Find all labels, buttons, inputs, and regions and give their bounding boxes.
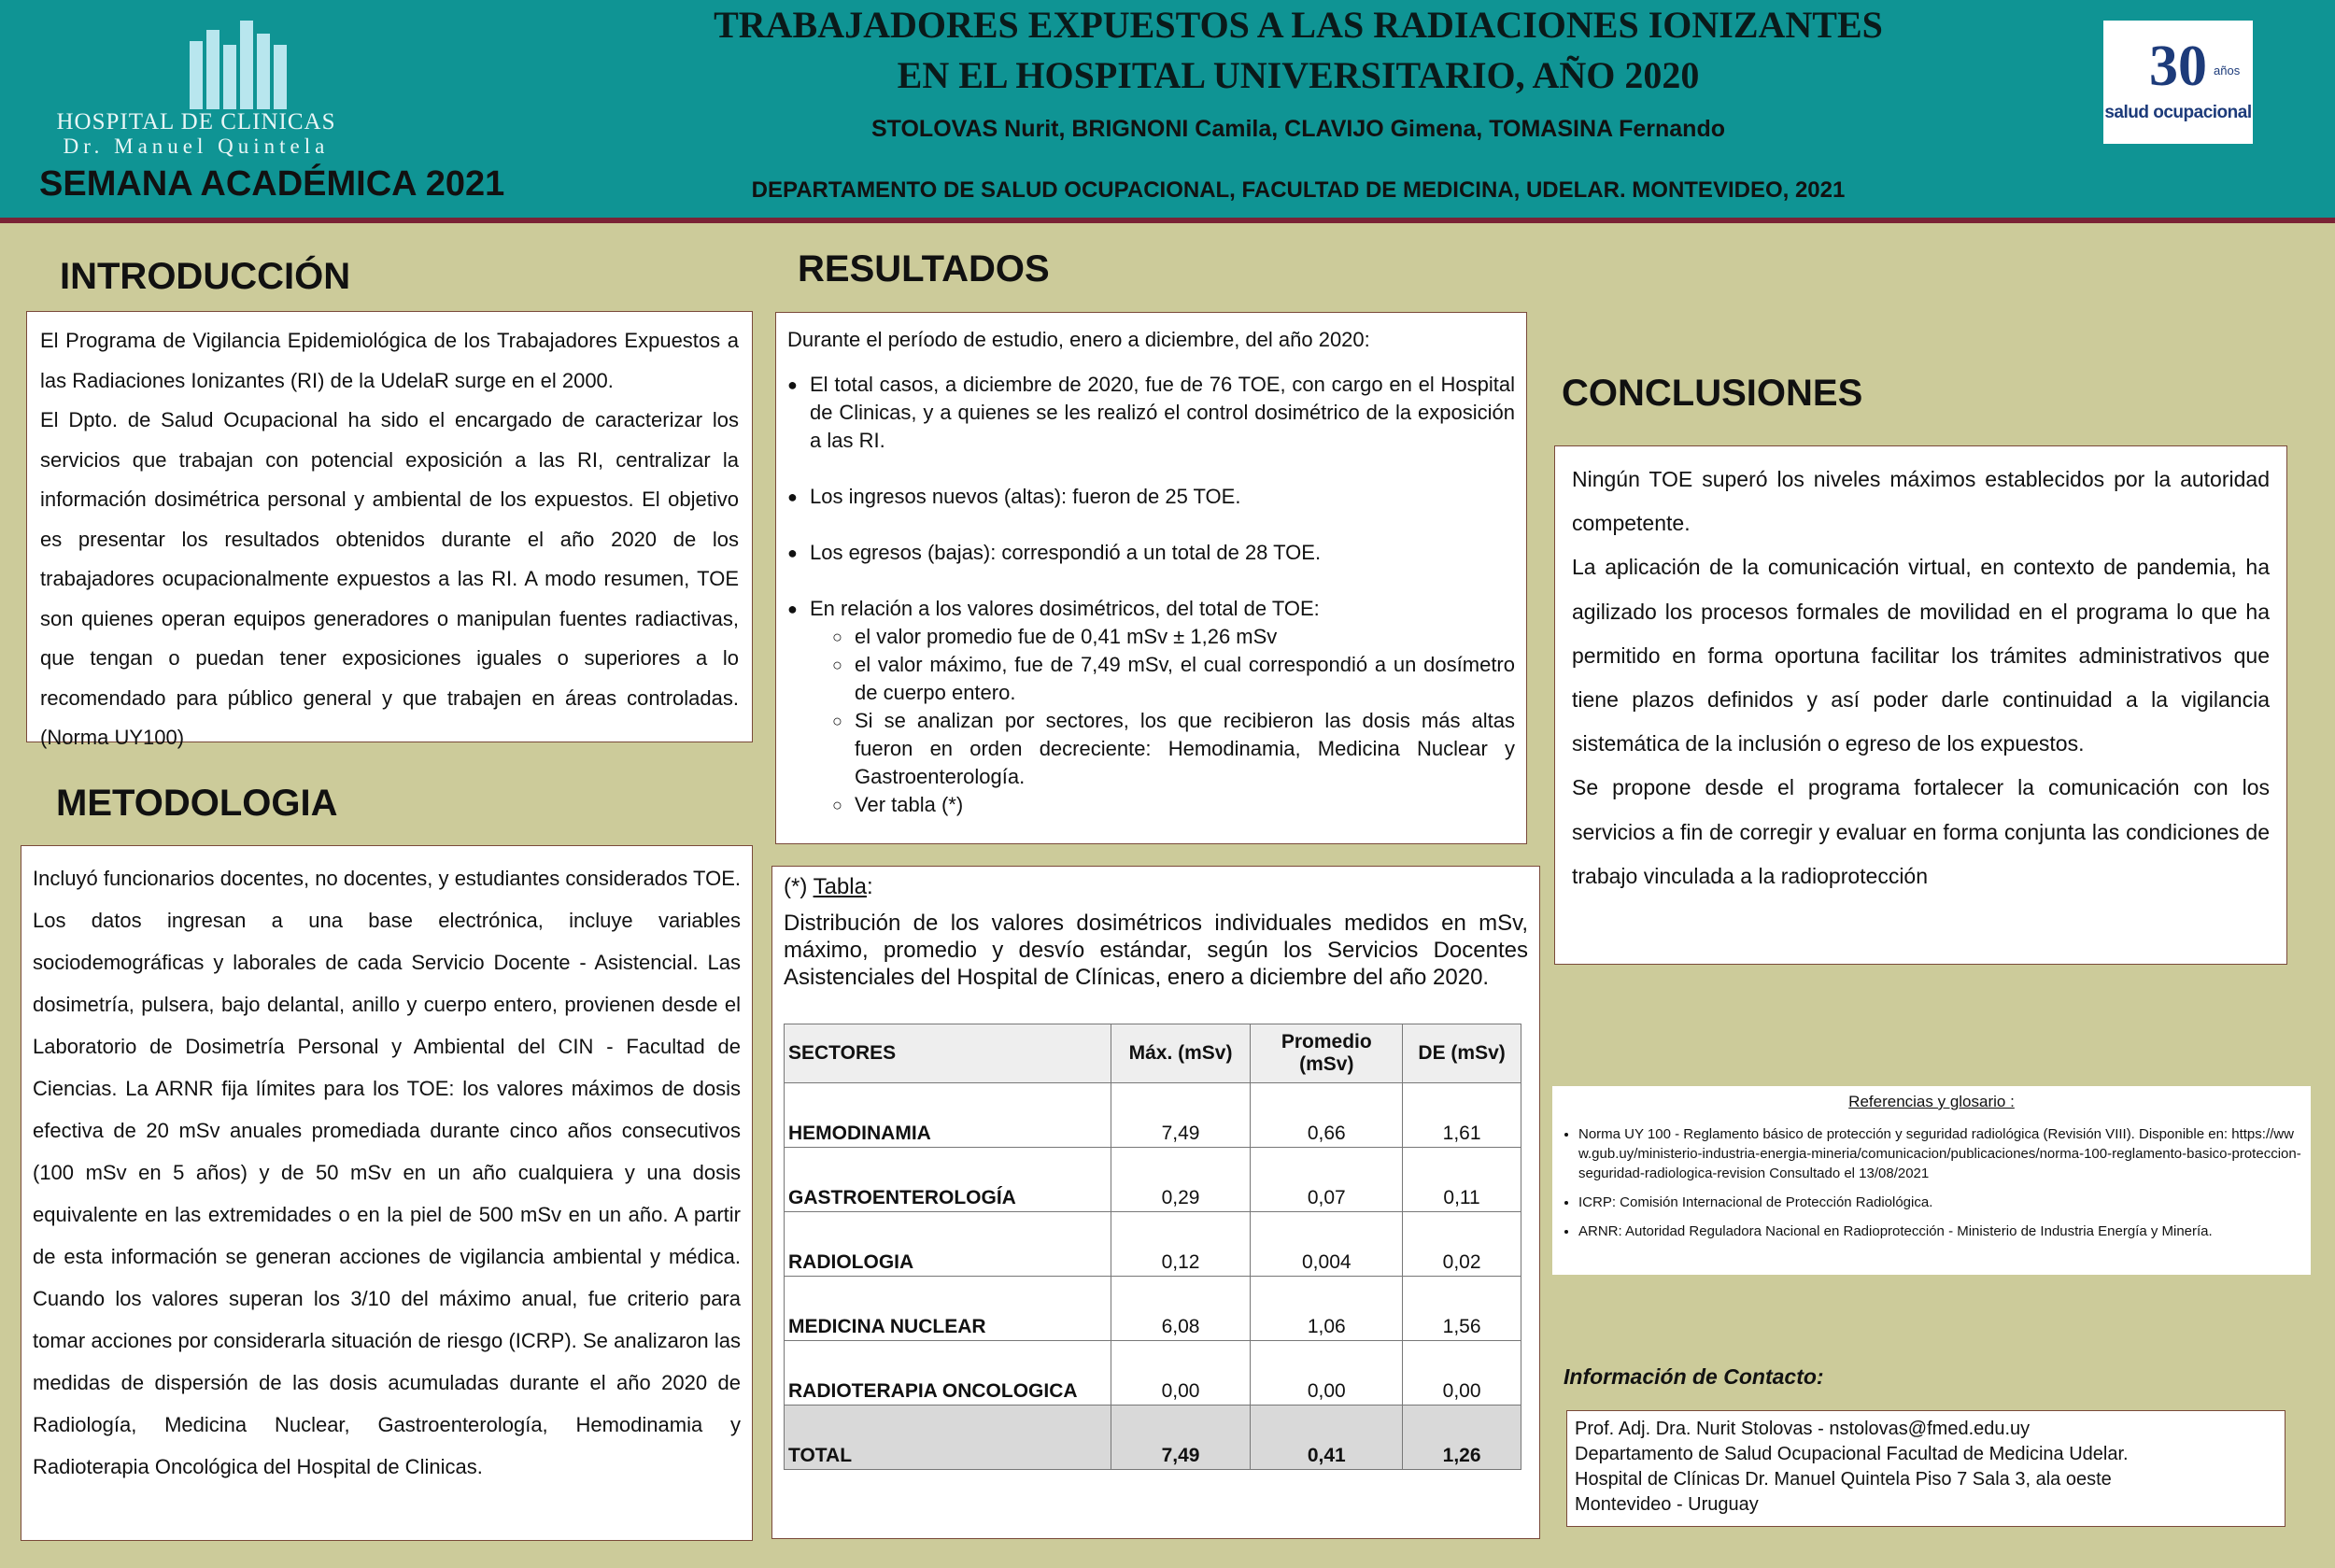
resu-sub-2: ○ el valor máximo, fue de 7,49 mSv, el cual correspondió a un dosímetro de cuerpo entero.: [810, 651, 1515, 707]
title-line-2: EN EL HOSPITAL UNIVERSITARIO, AÑO 2020: [897, 54, 1700, 96]
authors: STOLOVAS Nurit, BRIGNONI Camila, CLAVIJO Gimena, TOMASINA Fernando: [870, 116, 1725, 142]
resu-bullet-4: [787, 595, 1515, 819]
table-cell: 0,12: [1111, 1212, 1251, 1277]
references-title: Referencias y glosario :: [1848, 1093, 2015, 1110]
logo-text: salud ocupacional: [2104, 103, 2252, 122]
table-total-row: [785, 1406, 1521, 1470]
meto-box: [21, 845, 753, 1541]
table-cell: 0,02: [1403, 1212, 1521, 1277]
table-cell: 1,61: [1403, 1083, 1521, 1148]
table-cell: 0,11: [1403, 1148, 1521, 1212]
table-cell: RADIOLOGIA: [785, 1212, 1111, 1277]
reference-item: • ICRP: Comisión Internacional de Protección Radiológica.: [1578, 1193, 2301, 1212]
table-cell: 0,00: [1403, 1341, 1521, 1406]
resu-sublist: [810, 623, 1515, 819]
concl-box: [1554, 445, 2287, 965]
table-row: [785, 1212, 1521, 1277]
table-header-row: [785, 1024, 1521, 1083]
table-cell: 0,07: [1251, 1148, 1403, 1212]
table-header: Máx. (mSv): [1111, 1024, 1251, 1083]
table-row: [785, 1083, 1521, 1148]
resu-box: [775, 312, 1527, 844]
intro-title: INTRODUCCIÓN: [60, 256, 351, 297]
table-cell: HEMODINAMIA: [785, 1083, 1111, 1148]
header-divider: [0, 218, 2335, 223]
hospital-name: [56, 110, 336, 159]
resu-bullet-3: ● Los egresos (bajas): correspondió a un total de 28 TOE.: [787, 539, 1515, 567]
event-label: SEMANA ACADÉMICA 2021: [39, 164, 505, 204]
reference-item: • ARNR: Autoridad Reguladora Nacional en Radioprotección - Ministerio de Industria Energía y Minería.: [1578, 1222, 2301, 1241]
tabla-caption: Distribución de los valores dosimétricos individuales medidos en mSv, máximo, promedio y desvío estándar, según los Servicios Docentes Asistenciales del Hospital de Clínicas, enero a diciembre del año 2020.: [784, 911, 1528, 990]
dose-table: [784, 1024, 1521, 1470]
tabla-box: [771, 866, 1540, 1539]
concl-title: CONCLUSIONES: [1562, 373, 1863, 414]
contact-line: Hospital de Clínicas Dr. Manuel Quintela Piso 7 Sala 3, ala oeste: [1575, 1469, 2112, 1490]
contact-line: Montevideo - Uruguay: [1575, 1494, 1759, 1515]
table-cell: 0,004: [1251, 1212, 1403, 1277]
reference-item: • Norma UY 100 - Reglamento básico de protección y seguridad radiológica (Revisión VIII). Disponible en: https://www.gub.uy/ministerio-industria-energia-mineria/comunicacion/publicaciones/norma-100-reglamento-basico-proteccion-seguridad-radiologica-revision Consultado el 13/08/2021: [1578, 1124, 2301, 1183]
table-cell: 0,00: [1111, 1341, 1251, 1406]
table-row: [785, 1277, 1521, 1341]
hospital-logo-icon: [182, 21, 304, 109]
concl-paragraph-3: Se propone desde el programa fortalecer la comunicación con los servicios a fin de corregir y evaluar en forma conjunta las condiciones de trabajo vinculada a la radioprotección: [1572, 775, 2270, 888]
meto-title: METODOLOGIA: [56, 783, 338, 824]
resu-title: RESULTADOS: [798, 248, 1050, 290]
table-cell: 1,56: [1403, 1277, 1521, 1341]
table-cell: 1,26: [1403, 1406, 1521, 1470]
table-cell: 7,49: [1111, 1083, 1251, 1148]
table-header: Promedio (mSv): [1251, 1024, 1403, 1083]
tabla-colon: :: [866, 874, 873, 899]
references-list: [1552, 1124, 2311, 1241]
hospital-subname: Dr. Manuel Quintela: [63, 134, 330, 158]
tabla-label-text: Tabla: [813, 874, 867, 899]
table-cell: 0,29: [1111, 1148, 1251, 1212]
salud-ocupacional-logo: [2103, 21, 2253, 144]
title-line-1: TRABAJADORES EXPUESTOS A LAS RADIACIONES IONIZANTES: [714, 4, 1883, 46]
intro-paragraph-2: El Dpto. de Salud Ocupacional ha sido el encargado de caracterizar los servicios que trabajan con potencial exposición a las RI, centralizar la información dosimétrica personal y ambiental de los expuestos. El objetivo es presentar los resultados obtenidos durante el año 2020 de los trabajadores ocupacionalmente expuestos a las RI. A modo resumen, TOE son quienes operan equipos generadores o manipulan fuentes radiactivas, que tengan o puedan tener exposiciones iguales o superiores a lo recomendado para público general y que trabajen en áreas controladas. (Norma UY100): [40, 408, 739, 749]
table-cell: RADIOTERAPIA ONCOLOGICA: [785, 1341, 1111, 1406]
table-cell: 0,41: [1251, 1406, 1403, 1470]
resu-lead: Durante el período de estudio, enero a diciembre, del año 2020:: [787, 328, 1370, 351]
contact-line: Departamento de Salud Ocupacional Facultad de Medicina Udelar.: [1575, 1444, 2129, 1464]
table-cell: TOTAL: [785, 1406, 1111, 1470]
resu-sub-3: ○ Si se analizan por sectores, los que recibieron las dosis más altas fueron en orden decreciente: Hemodinamia, Medicina Nuclear y Gastroenterología.: [810, 707, 1515, 791]
resu-bullet-4-text: En relación a los valores dosimétricos, del total de TOE:: [810, 597, 1320, 620]
intro-paragraph-1: El Programa de Vigilancia Epidemiológica de los Trabajadores Expuestos a las Radiaciones Ionizantes (RI) de la UdelaR surge en el 2000.: [40, 329, 739, 392]
intro-box: [26, 311, 753, 749]
logo-anos: años: [2214, 64, 2241, 78]
table-cell: 0,00: [1251, 1341, 1403, 1406]
contact-title: Información de Contacto:: [1564, 1364, 1824, 1389]
tabla-prefix: (*): [784, 874, 814, 899]
table-header: DE (mSv): [1403, 1024, 1521, 1083]
tabla-label: [784, 874, 1528, 900]
concl-paragraph-2: La aplicación de la comunicación virtual, en contexto de pandemia, ha agilizado los procesos formales de movilidad en el programa lo que ha permitido en forma oportuna facilitar los trámites administrativos que tiene plazos definidos y así poder darle continuidad a la vigilancia sistemática de la inclusión o egreso de los expuestos.: [1572, 555, 2270, 756]
resu-bullet-2: ● Los ingresos nuevos (altas): fueron de 25 TOE.: [787, 483, 1515, 511]
table-cell: MEDICINA NUCLEAR: [785, 1277, 1111, 1341]
department: DEPARTAMENTO DE SALUD OCUPACIONAL, FACULTAD DE MEDICINA, UDELAR. MONTEVIDEO, 2021: [751, 177, 1846, 203]
table-cell: 6,08: [1111, 1277, 1251, 1341]
table-header: SECTORES: [785, 1024, 1111, 1083]
table-cell: 1,06: [1251, 1277, 1403, 1341]
resu-sub-1: ○ el valor promedio fue de 0,41 mSv ± 1,26 mSv: [810, 623, 1515, 651]
resu-bullet-1: ● El total casos, a diciembre de 2020, fue de 76 TOE, con cargo en el Hospital de Clinicas, y a quienes se les realizó el control dosimétrico de la exposición a las RI.: [787, 371, 1515, 455]
table-cell: GASTROENTEROLOGÍA: [785, 1148, 1111, 1212]
references-box: [1552, 1086, 2311, 1275]
table-row: [785, 1341, 1521, 1406]
contact-line: Prof. Adj. Dra. Nurit Stolovas - nstolovas@fmed.edu.uy: [1575, 1419, 2031, 1439]
logo-number: 30: [2149, 35, 2207, 98]
poster-title: [598, 0, 1999, 101]
concl-paragraph-1: Ningún TOE superó los niveles máximos establecidos por la autoridad competente.: [1572, 467, 2270, 536]
table-row: [785, 1148, 1521, 1212]
hospital-name-line: HOSPITAL DE CLINICAS: [56, 109, 336, 134]
contact-box: [1566, 1410, 2285, 1527]
meto-paragraph: Incluyó funcionarios docentes, no docentes, y estudiantes considerados TOE. Los datos ingresan a una base electrónica, incluye variables sociodemográficas y laborales de cada Servicio Docente - Asistencial. Las dosimetría, pulsera, bajo delantal, anillo y cuerpo entero, provienen desde el Laboratorio de Dosimetría Personal y Ambiental del CIN - Facultad de Ciencias. La ARNR fija límites para los TOE: los valores máximos de dosis efectiva de 20 mSv anuales promediada durante cinco años consecutivos (100 mSv en 5 años) y de 50 mSv en un año cualquiera y una dosis equivalente en las extremidades o en la piel de 500 mSv en un año. A partir de esta información se generan acciones de vigilancia ambiental y médica. Cuando los valores superan los 3/10 del máximo anual, fue criterio para tomar acciones por considerarla situación de riesgo (ICRP). Se analizaron las medidas de dispersión de las dosis acumuladas durante el año 2020 de Radiología, Medicina Nuclear, Gastroenterología, Hemodinamia y Radioterapia Oncológica del Hospital de Clinicas.: [33, 867, 741, 1478]
resu-list: [787, 371, 1515, 819]
table-cell: 7,49: [1111, 1406, 1251, 1470]
resu-sub-4: ○ Ver tabla (*): [810, 791, 1515, 819]
table-cell: 0,66: [1251, 1083, 1403, 1148]
